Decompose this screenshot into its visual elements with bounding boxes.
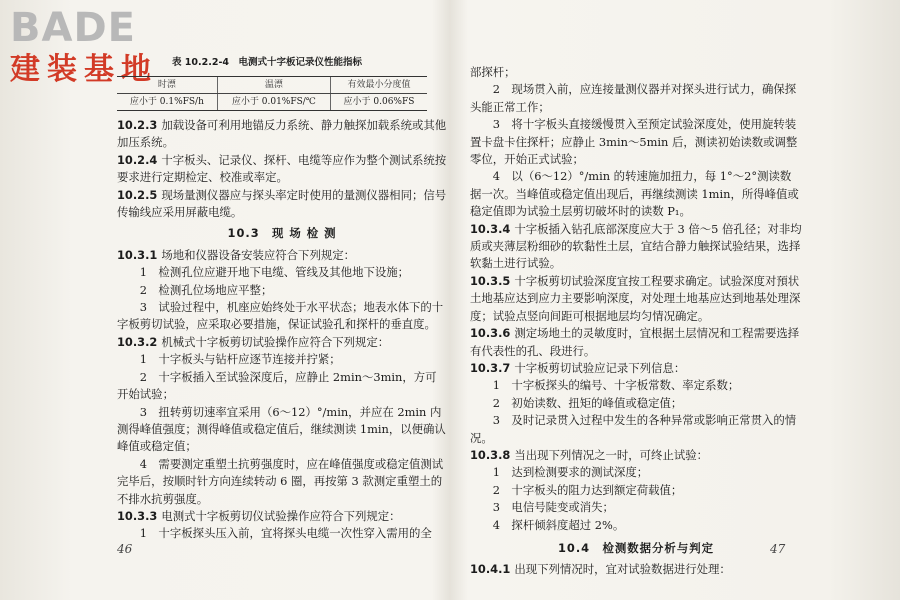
clause-item [117, 369, 447, 404]
table-header-cell: 有效最小分度值 [330, 77, 427, 94]
clause-number: 10.2.3 [117, 118, 158, 132]
clause-text: 3 电信号陡变或消失； [492, 500, 614, 515]
clause-number: 10.3.6 [470, 326, 511, 341]
clause-item [470, 482, 802, 499]
page-number-right: 47 [770, 542, 786, 556]
clause-number: 10.3.5 [470, 273, 511, 288]
clause-text: 1 达到检测要求的测试深度； [492, 465, 649, 480]
clause-number: 10.4.1 [470, 562, 511, 577]
clause [470, 273, 802, 325]
clause [117, 508, 447, 525]
clause-item [470, 81, 802, 116]
clause [117, 117, 447, 152]
clause-item [470, 412, 802, 447]
clause-text: 出现下列情况时，宜对试验数据进行处理： [514, 562, 731, 577]
clause [117, 187, 447, 222]
clause-text: 3 试验过程中，机座应始终处于水平状态；地表水体下的十字板剪切试验，应采取必要措施，保证试验孔和探杆的垂直度。 [117, 300, 444, 332]
clause-text: 1 十字板头与钻杆应逐节连接并拧紧； [139, 352, 341, 367]
clause-text: 当出现下列情况之一时，可终止试验： [514, 447, 709, 462]
clause-item [117, 351, 447, 368]
clause-text: 十字板剪切试验应记录下列信息： [514, 360, 686, 375]
left-page [117, 56, 447, 543]
clause-item [470, 464, 802, 481]
clause-text: 3 扭转剪切速率宜采用（6～12）°/min，并应在 2min 内测得峰值强度；测得峰值或稳定值后，继续测读 1min，以便确认峰值或稳定值； [117, 404, 446, 454]
page-number-left: 46 [117, 542, 133, 556]
clause [470, 447, 802, 464]
logo-text-top: BADE [10, 5, 136, 51]
table-cell: 应小于 0.06%FS [330, 94, 427, 111]
clause-text: 测定场地土的灵敏度时，宜根据土层情况和工程需要选择有代表性的孔、段进行。 [470, 326, 800, 358]
clause-number: 10.3.4 [470, 221, 511, 236]
clause-number: 10.2.5 [117, 187, 158, 202]
clause [117, 152, 447, 187]
table-cell: 应小于 0.1%FS/h [117, 94, 217, 111]
right-page [470, 64, 802, 579]
section-heading: 10.4 检测数据分析与判定 [557, 540, 714, 555]
table-title: 表 10.2.2-4 电测式十字板记录仪性能指标 [171, 57, 363, 68]
clause-text: 1 十字板探头压入前，宜将探头电缆一次性穿入需用的全 [139, 526, 432, 541]
clause-text: 1 十字板探头的编号、十字板常数、率定系数； [492, 378, 740, 393]
clause-text: 2 现场贯入前，应连接量测仪器并对探头进行试力，确保探头能正常工作； [470, 82, 797, 114]
clause-item [470, 499, 802, 516]
clause [117, 247, 447, 264]
clause-item [117, 264, 447, 281]
table-row [117, 94, 427, 111]
clause-text: 2 十字板头的阻力达到额定荷载值； [492, 482, 683, 497]
clause-item [117, 456, 447, 508]
clause-text: 现场量测仪器应与探头率定时使用的量测仪器相同；信号传输线应采用屏蔽电缆。 [117, 187, 447, 220]
spec-table [117, 76, 427, 111]
clause-text: 3 及时记录贯入过程中发生的各种异常或影响正常贯入的情况。 [470, 413, 797, 445]
clause-number: 10.3.8 [470, 447, 511, 462]
clause-item [117, 404, 447, 456]
clause-item [117, 525, 447, 542]
clause-text: 十字板插入钻孔底部深度应大于 3 倍～5 倍孔径；对非均质或夹薄层粉细砂的软黏性土层，宜结合静力触探试验结果，选择软黏土进行试验。 [470, 221, 802, 271]
clause-text: 部探杆； [470, 65, 516, 79]
logo-text-bottom: 建装基地 [10, 52, 158, 87]
clause-number: 10.3.1 [117, 247, 158, 262]
right-clauses [470, 64, 802, 534]
clause-item [470, 64, 802, 81]
clause-text: 场地和仪器设备安装应符合下列规定： [161, 247, 356, 262]
clause-text: 加载设备可利用地锚反力系统、静力触探加载系统或其他加压系统。 [117, 118, 447, 150]
clause-text: 4 需要测定重塑土抗剪强度时，应在峰值强度或稳定值测试完毕后，按顺时针方向连续转动 6 圈，再按第 3 款测定重塑土的不排水抗剪强度。 [117, 456, 444, 506]
table-header-row [117, 77, 427, 94]
clause-text: 2 十字板插入至试验深度后，应静止 2min～3min，方可开始试验； [117, 369, 437, 402]
section-heading: 10.3 现 场 检 测 [227, 226, 337, 241]
clause-text: 十字板剪切试验深度宜按工程要求确定。试验深度对預状土地基应达到应力主要影响深度，对处理土地基应达到地基处理深度；试验点竖向间距可根据地层均匀情况确定。 [470, 273, 801, 323]
clause-item [117, 282, 447, 299]
clause [470, 360, 802, 377]
clause-number: 10.3.2 [117, 334, 158, 349]
clause-text: 2 检测孔位场地应平整； [139, 282, 273, 297]
clause [470, 325, 802, 360]
clause-number: 10.2.4 [117, 152, 158, 167]
clause [470, 561, 802, 578]
clause-text: 电测式十字板剪切仪试验操作应符合下列规定： [161, 508, 401, 523]
clause-text: 3 将十字板头直接缓慢贯入至预定试验深度处，使用旋转装置卡盘卡住探杆；应静止 3min～5min 后，测读初始读数或调整零位，开始正式试验； [470, 117, 798, 167]
clause-item [470, 116, 802, 168]
clause-text: 1 检测孔位应避开地下电缆、管线及其他地下设施； [139, 265, 410, 280]
clause-number: 10.3.7 [470, 360, 511, 375]
table-cell: 应小于 0.01%FS/℃ [217, 94, 330, 111]
clause-item [117, 299, 447, 334]
clause-item [470, 517, 802, 534]
left-clauses-2 [117, 247, 447, 543]
clause-number: 10.3.3 [117, 508, 158, 523]
left-clauses [117, 117, 447, 221]
clause-text: 2 初始读数、扭矩的峰值或稳定值； [492, 395, 683, 410]
clause-text: 十字板头、记录仪、探杆、电缆等应作为整个测试系统按要求进行定期检定、校准或率定。 [117, 152, 447, 185]
clause-item [470, 377, 802, 394]
clause [470, 221, 802, 273]
table-header-cell: 时漂 [117, 77, 217, 94]
table-header-cell: 温漂 [217, 77, 330, 94]
clause-text: 4 探杆倾斜度超过 2%。 [492, 517, 625, 532]
clause [117, 334, 447, 351]
clause-item [470, 395, 802, 412]
clause-item [470, 168, 802, 220]
clause-text: 机械式十字板剪切试验操作应符合下列规定： [161, 334, 390, 349]
clause-text: 4 以（6～12）°/min 的转速施加扭力，每 1°～2°测读数据一次。当峰值或稳定值出现后，再继续测读 1min，所得峰值或稳定值即为试验土层剪切破坏时的读数 P₁。 [470, 169, 799, 219]
right-clauses-2 [470, 561, 802, 578]
